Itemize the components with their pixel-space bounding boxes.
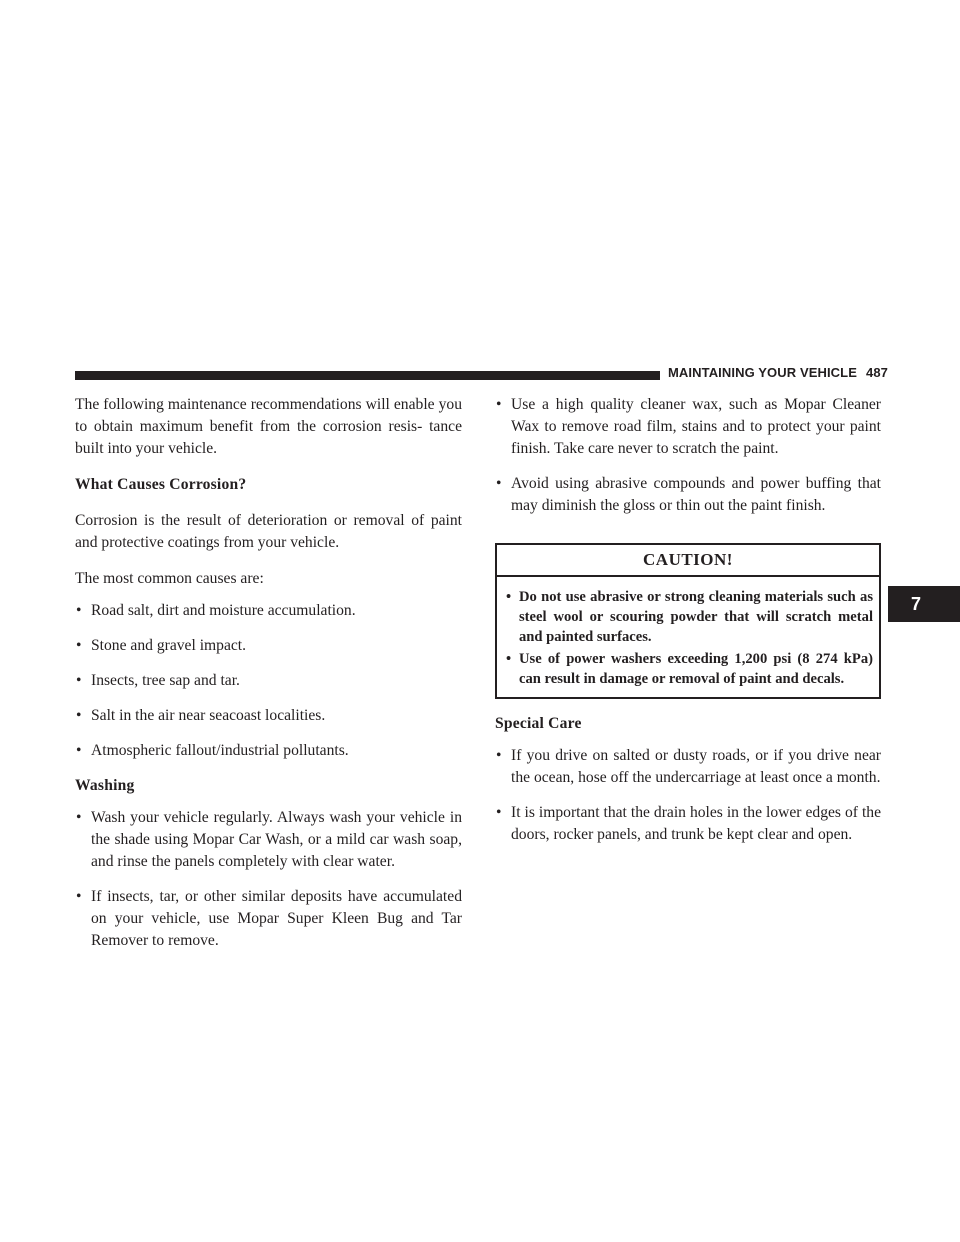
list-item: • Road salt, dirt and moisture accumulation.	[75, 600, 462, 622]
section-title: MAINTAINING YOUR VEHICLE	[668, 365, 857, 380]
list-item: • Atmospheric fallout/industrial pollutants.	[75, 740, 462, 762]
right-column	[495, 394, 881, 859]
corrosion-paragraph: Corrosion is the result of deterioration or removal of paint and protective coatings from your vehicle.	[75, 512, 462, 551]
caution-list	[497, 577, 879, 697]
list-item: • Stone and gravel impact.	[75, 635, 462, 657]
wax-list	[495, 394, 881, 517]
caution-item: • Do not use abrasive or strong cleaning materials such as steel wool or scouring powder that will scratch metal and painted surfaces.	[505, 587, 873, 647]
caution-item: • Use of power washers exceeding 1,200 psi (8 274 kPa) can result in damage or removal of paint and decals.	[505, 649, 873, 689]
list-item: • If you drive on salted or dusty roads, or if you drive near the ocean, hose off the undercarriage at least once a month.	[495, 745, 881, 789]
list-item: • Insects, tree sap and tar.	[75, 670, 462, 692]
heading-washing: Washing	[75, 777, 135, 794]
chapter-tab: 7	[888, 586, 960, 622]
intro-paragraph: The following maintenance recommendations will enable you to obtain maximum benefit from the corrosion resis- tance built into your vehicle.	[75, 396, 462, 457]
list-item: • Use a high quality cleaner wax, such as Mopar Cleaner Wax to remove road film, stains and to protect your paint finish. Take care never to scratch the paint.	[495, 394, 881, 460]
list-item: • Salt in the air near seacoast localities.	[75, 705, 462, 727]
caution-title: CAUTION!	[497, 545, 879, 577]
list-item: • If insects, tar, or other similar deposits have accumulated on your vehicle, use Mopar Super Kleen Bug and Tar Remover to remove.	[75, 886, 462, 952]
heading-what-causes-corrosion: What Causes Corrosion?	[75, 476, 247, 493]
special-care-list	[495, 745, 881, 846]
washing-list	[75, 807, 462, 952]
heading-special-care: Special Care	[495, 715, 582, 732]
left-column	[75, 394, 462, 965]
list-item: • Avoid using abrasive compounds and power buffing that may diminish the gloss or thin out the paint finish.	[495, 473, 881, 517]
list-item: • Wash your vehicle regularly. Always wash your vehicle in the shade using Mopar Car Wash, or a mild car wash soap, and rinse the panels completely with clear water.	[75, 807, 462, 873]
page-number: 487	[865, 365, 888, 380]
caution-box	[495, 543, 881, 699]
list-item: • It is important that the drain holes in the lower edges of the doors, rocker panels, and trunk be kept clear and open.	[495, 802, 881, 846]
running-header	[668, 365, 888, 380]
header-rule	[75, 371, 660, 380]
common-causes-intro: The most common causes are:	[75, 570, 264, 587]
causes-list	[75, 600, 462, 762]
